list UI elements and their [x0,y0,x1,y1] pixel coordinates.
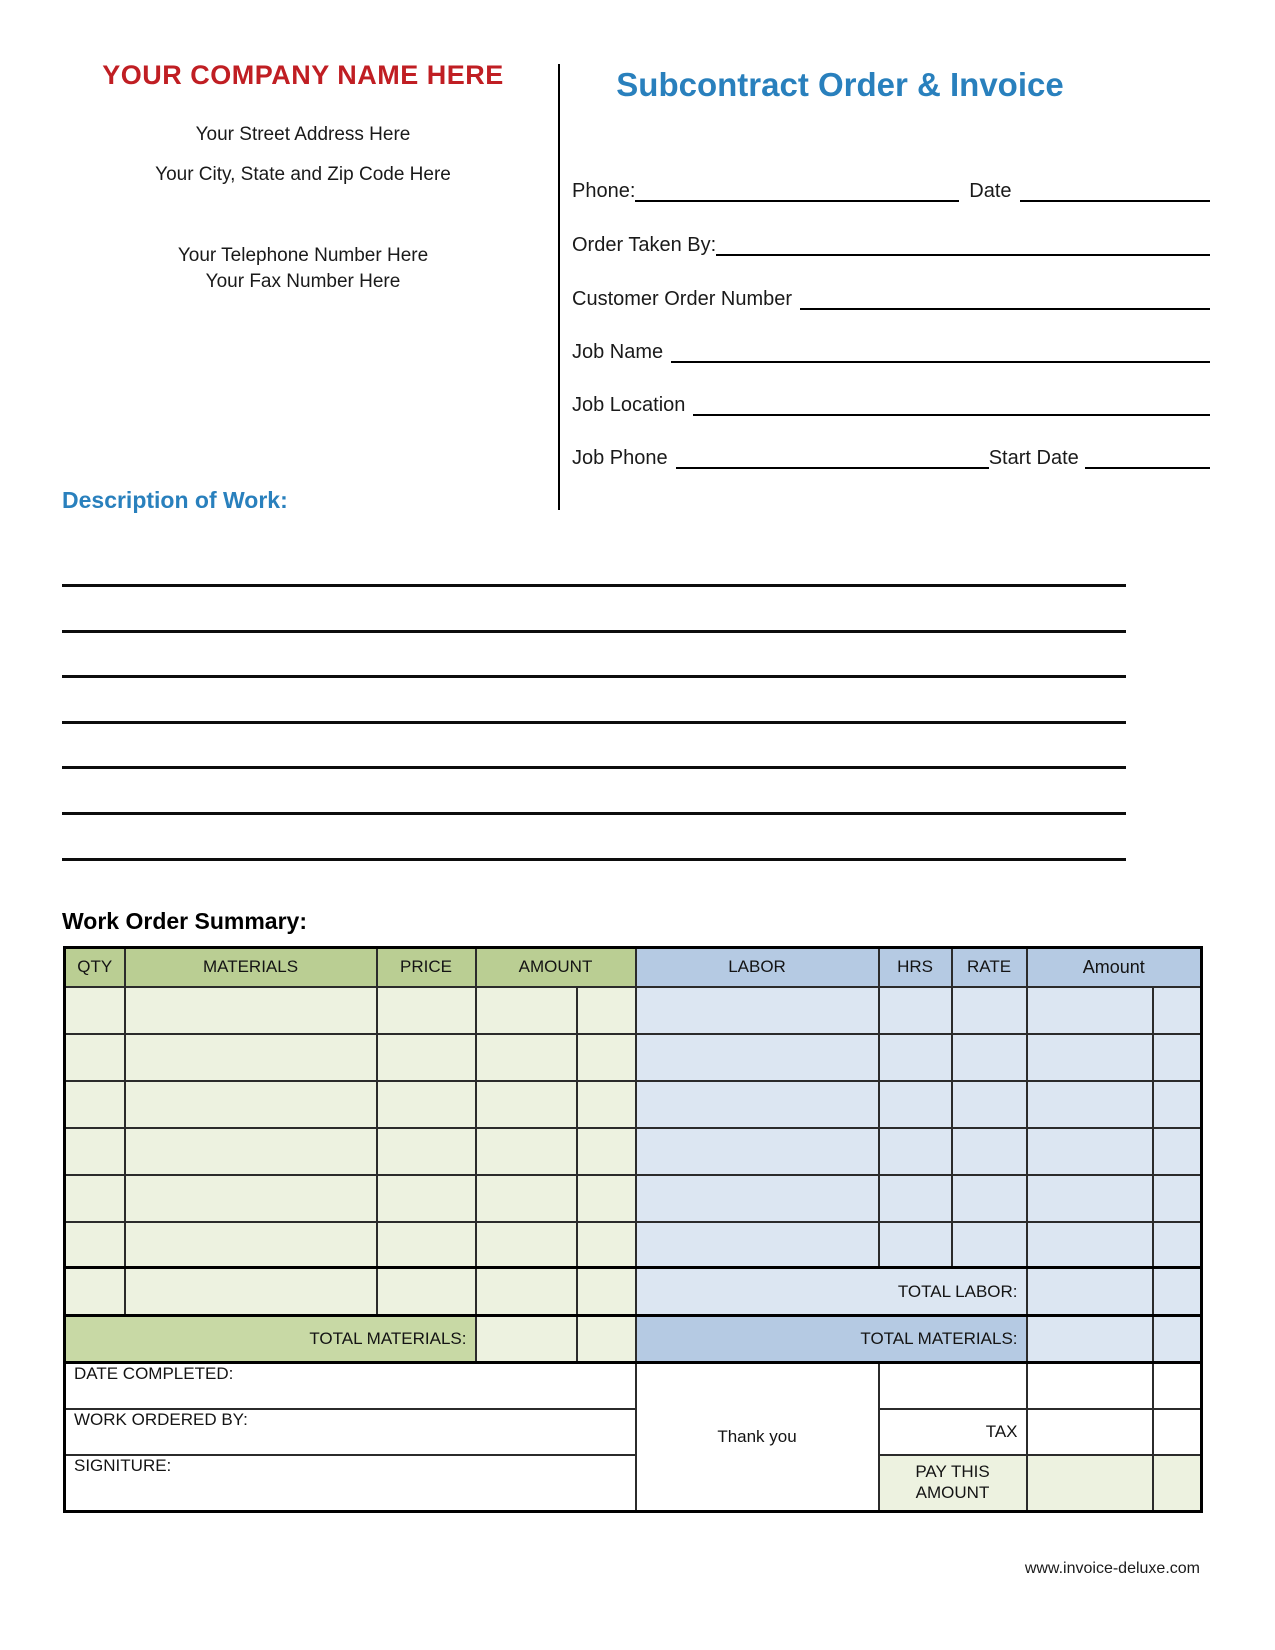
amount-column-header: AMOUNT [476,948,636,987]
labor-amount-dollars-cell[interactable] [1027,1128,1153,1175]
price-cell[interactable] [377,1268,476,1316]
qty-cell[interactable] [65,987,125,1034]
company-street-address: Your Street Address Here [195,124,411,145]
description-writing-line[interactable] [62,812,1126,815]
job-phone-label: Job Phone [572,447,668,469]
description-writing-line[interactable] [62,584,1126,587]
company-name: YOUR COMPANY NAME HERE [102,60,504,90]
website-footer: www.invoice-deluxe.com [1024,1560,1200,1577]
labor-amount-cents-cell[interactable] [1153,1128,1202,1175]
pay-this-amount-cents-cell[interactable] [1153,1455,1202,1512]
materials-column-header: MATERIALS [125,948,377,987]
labor-amount-dollars-cell[interactable] [1027,987,1153,1034]
invoice-title: Subcontract Order & Invoice [616,66,1064,103]
date-label: Date [969,180,1012,202]
rate-cell[interactable] [952,1081,1027,1128]
materials-cell[interactable] [125,1034,377,1081]
total-materials-left-label: TOTAL MATERIALS: [65,1316,476,1363]
total-materials-amount-dollars-cell[interactable] [1027,1316,1153,1363]
start-date-label: Start Date [988,447,1079,469]
total-labor-label: TOTAL LABOR: [636,1268,1027,1316]
amount-cents-cell[interactable] [577,987,636,1034]
materials-cell[interactable] [125,1128,377,1175]
table-row [65,1081,1202,1128]
total-materials-amount-cents-cell[interactable] [1153,1316,1202,1363]
date-input-line[interactable] [1020,176,1211,202]
labor-amount-cents-cell[interactable] [1153,1034,1202,1081]
price-cell[interactable] [377,1222,476,1268]
price-column-header: PRICE [377,948,476,987]
thank-you-message: Thank you [636,1363,879,1512]
description-of-work-title: Description of Work: [62,487,288,513]
hrs-cell[interactable] [879,1128,952,1175]
amount-dollars-cell[interactable] [476,1034,577,1081]
table-header-row [65,948,1202,987]
total-materials-right-label: TOTAL MATERIALS: [636,1316,1027,1363]
rate-cell[interactable] [952,1222,1027,1268]
work-order-summary-table [63,946,1203,1513]
labor-cell[interactable] [636,1222,879,1268]
company-block [73,60,533,292]
labor-amount-cents-cell[interactable] [1153,987,1202,1034]
order-taken-by-input-line[interactable] [716,230,1210,256]
materials-cell[interactable] [125,1175,377,1222]
start-date-input-line[interactable] [1085,443,1210,469]
table-row [65,1128,1202,1175]
table-row [65,1034,1202,1081]
price-cell[interactable] [377,1128,476,1175]
description-writing-line[interactable] [62,766,1126,769]
hrs-cell[interactable] [879,1081,952,1128]
qty-cell[interactable] [65,1081,125,1128]
price-cell[interactable] [377,1081,476,1128]
labor-cell[interactable] [636,1128,879,1175]
work-order-summary-title: Work Order Summary: [62,908,307,934]
subtotal-label-cell[interactable] [879,1363,1027,1409]
total-labor-row [65,1268,1202,1316]
total-materials-cents-cell[interactable] [577,1316,636,1363]
job-name-label: Job Name [572,341,664,363]
order-taken-by-row [572,230,1210,256]
materials-cell[interactable] [125,987,377,1034]
amount-cents-cell[interactable] [577,1222,636,1268]
labor-amount-cents-cell[interactable] [1153,1081,1202,1128]
description-writing-line[interactable] [62,858,1126,861]
job-name-input-line[interactable] [671,337,1210,363]
labor-cell[interactable] [636,1175,879,1222]
hrs-column-header: HRS [879,948,952,987]
qty-cell[interactable] [65,1034,125,1081]
description-writing-line[interactable] [62,630,1126,633]
company-city-state-zip: Your City, State and Zip Code Here [155,164,451,185]
table-row [65,1175,1202,1222]
total-materials-row [65,1316,1202,1363]
work-ordered-by-label: WORK ORDERED BY: [65,1409,636,1455]
customer-order-number-row [572,284,1210,310]
hrs-cell[interactable] [879,1034,952,1081]
labor-cell[interactable] [636,1081,879,1128]
job-phone-start-date-row [572,443,1210,469]
customer-order-number-input-line[interactable] [800,284,1210,310]
qty-cell[interactable] [65,1128,125,1175]
labor-amount-dollars-cell[interactable] [1027,1081,1153,1128]
job-location-label: Job Location [572,394,686,416]
rate-cell[interactable] [952,1034,1027,1081]
price-cell[interactable] [377,1175,476,1222]
amount-dollars-cell[interactable] [476,987,577,1034]
subtotal-dollars-cell[interactable] [1027,1363,1153,1409]
company-telephone: Your Telephone Number Here [177,245,429,266]
date-completed-label: DATE COMPLETED: [65,1363,636,1409]
labor-amount-dollars-cell[interactable] [1027,1175,1153,1222]
labor-column-header: LABOR [636,948,879,987]
amount-cents-cell[interactable] [577,1175,636,1222]
total-materials-dollars-cell[interactable] [476,1316,577,1363]
qty-cell[interactable] [65,1222,125,1268]
total-labor-cents-cell[interactable] [1153,1268,1202,1316]
price-cell[interactable] [377,987,476,1034]
labor-cell[interactable] [636,987,879,1034]
amount-cents-cell[interactable] [577,1268,636,1316]
amount-cents-cell[interactable] [577,1128,636,1175]
tax-dollars-cell[interactable] [1027,1409,1153,1455]
tax-label: TAX [879,1409,1027,1455]
qty-cell[interactable] [65,1175,125,1222]
pay-this-amount-label: PAY THIS AMOUNT [879,1455,1027,1512]
materials-cell[interactable] [125,1222,377,1268]
job-name-row [572,337,1210,363]
rate-cell[interactable] [952,1175,1027,1222]
table-row [65,987,1202,1034]
description-writing-line[interactable] [62,675,1126,678]
rate-cell[interactable] [952,987,1027,1034]
amount-dollars-cell[interactable] [476,1128,577,1175]
price-cell[interactable] [377,1034,476,1081]
pay-this-amount-dollars-cell[interactable] [1027,1455,1153,1512]
amount-cents-cell[interactable] [577,1034,636,1081]
order-taken-by-label: Order Taken By: [572,234,717,256]
phone-date-row [572,176,1210,202]
job-location-row [572,390,1210,416]
hrs-cell[interactable] [879,1222,952,1268]
rate-cell[interactable] [952,1128,1027,1175]
labor-amount-dollars-cell[interactable] [1027,1222,1153,1268]
materials-cell[interactable] [125,1268,377,1316]
total-labor-dollars-cell[interactable] [1027,1268,1153,1316]
qty-column-header: QTY [65,948,125,987]
table-row [65,1222,1202,1268]
signature-label: SIGNITURE: [65,1455,636,1512]
company-fax: Your Fax Number Here [205,271,401,292]
amount-dollars-cell[interactable] [476,1222,577,1268]
materials-cell[interactable] [125,1081,377,1128]
signature-row [65,1455,1202,1512]
tax-cents-cell[interactable] [1153,1409,1202,1455]
labor-amount-cents-cell[interactable] [1153,1222,1202,1268]
description-writing-line[interactable] [62,721,1126,724]
job-phone-input-line[interactable] [676,443,989,469]
amount-dollars-cell[interactable] [476,1268,577,1316]
work-ordered-by-row [65,1409,1202,1455]
phone-input-line[interactable] [635,176,959,202]
amount-dollars-cell[interactable] [476,1175,577,1222]
date-completed-row [65,1363,1202,1409]
labor-amount-dollars-cell[interactable] [1027,1034,1153,1081]
hrs-cell[interactable] [879,987,952,1034]
rate-column-header: RATE [952,948,1027,987]
labor-amount-column-header: Amount [1027,948,1202,987]
amount-cents-cell[interactable] [577,1081,636,1128]
header-vertical-divider [558,64,560,510]
subtotal-cents-cell[interactable] [1153,1363,1202,1409]
labor-amount-cents-cell[interactable] [1153,1175,1202,1222]
job-location-input-line[interactable] [693,390,1210,416]
labor-cell[interactable] [636,1034,879,1081]
customer-order-number-label: Customer Order Number [572,288,793,310]
hrs-cell[interactable] [879,1175,952,1222]
phone-label: Phone: [572,180,636,202]
qty-cell[interactable] [65,1268,125,1316]
amount-dollars-cell[interactable] [476,1081,577,1128]
